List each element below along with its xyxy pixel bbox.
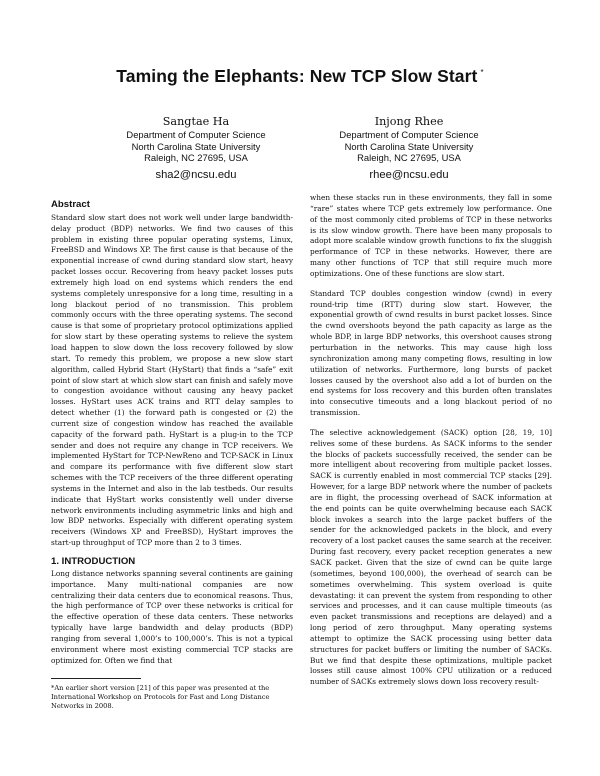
paper-title [0,66,600,87]
abstract-body: Standard slow start does not work well under large bandwidth-delay product (BDP) networks. We find two causes of this problem in existing three popular operating systems, Linux, FreeBSD and Windows XP. The first cause is that because of the exponential increase of cwnd during standard slow start, heavy packet losses occur. Recovering from heavy packet losses puts extremely high load on end systems which renders the end systems completely unresponsive for a long time, resulting in a long blackout period of no transmission. This problem commonly occurs with the three operating systems. The second cause is that some of proprietary protocol optimizations applied for slow start by these operating systems to relieve the system load happen to slow down the loss recovery followed by slow start. To remedy this problem, we propose a new slow start algorithm, called Hybrid Start (HyStart) that finds a “safe” exit point of slow start at which slow start can finish and safely move to congestion avoidance without causing any heavy packet losses. HyStart uses ACK trains and RTT delay samples to detect whether (1) the forward path is congested or (2) the current size of congestion window has reached the available capacity of the forward path. HyStart is a plug-in to the TCP sender and does not require any change in TCP receivers. We implemented HyStart for TCP-NewReno and TCP-SACK in Linux and compare its performance with five different slow start schemes with the TCP receivers of the three different operating systems in the Internet and also in the lab testbeds. Our results indicate that HyStart works consistently well under diverse network environments including asymmetric links and high and low BDP networks. Especially with different operating system receivers (Windows XP and FreeBSD), HyStart improves the start-up throughput of TCP more than 2 to 3 times. [51,212,293,548]
author-name: Sangtae Ha [162,115,230,128]
title-footnote-mark: * [480,68,484,77]
paragraph: when these stacks run in these environments, they fall in some “rare” states where TCP gets extremely low performance. One of the most commonly cited problems of TCP in these networks is its slow window growth. There have been many proposals to adopt more scalable window growth functions to fix the sluggish performance of TCP in these networks. However, there are many other functions of TCP that still require much more optimizations. One of these functions are slow start. [310,193,552,278]
paragraph: Standard TCP doubles congestion window (cwnd) in every round-trip time (RTT) during slow start. However, the exponential growth of cwnd results in burst packet losses. Since the cwnd overshoots beyond the path capacity as large as the whole BDP, in large BDP networks, this overshoot causes strong perturbation in the networks. This may cause high loss synchronization among many competing flows, resulting in low utilization of networks. Furthermore, long bursts of packet losses caused by the overshoot also add a lot of burden on the end systems for loss recovery and this burden often translates into consecutive timeouts and a long blackout period of no transmission. [310,288,552,418]
left-column [51,200,293,666]
author-name: Injong Rhee [374,115,444,128]
author-email: sha2@ncsu.edu [155,168,237,181]
author-city: Raleigh, NC 27695, USA [357,152,461,164]
author-block-2 [289,115,529,181]
introduction-body: Long distance networks spanning several continents are gaining importance. Many multi-national companies are now centralizing their data centers due to economical reasons. Thus, the high performance of TCP over these networks is critical for the effective operation of these data centers. These networks typically have large bandwidth and delay products (BDP) ranging from several 1,000’s to 100,000’s. This is not a typical environment where most existing commercial TCP stacks are optimized for. Often we find that [51,568,293,665]
author-university: North Carolina State University [131,140,261,152]
author-block-1 [76,115,316,181]
right-column [310,193,552,688]
author-email: rhee@ncsu.edu [369,168,449,181]
author-department: Department of Computer Science [339,129,479,140]
author-department: Department of Computer Science [126,129,266,140]
introduction-heading: 1. INTRODUCTION [51,556,136,567]
abstract-heading: Abstract [51,199,90,210]
footnote-text: *An earlier short version [21] of this paper was presented at the International Workshop on Protocols for Fast and Long Distance Networks in 2008. [51,684,270,711]
footnote [51,684,293,712]
title-text: Taming the Elephants: New TCP Slow Start [116,66,478,86]
author-university: North Carolina State University [344,140,474,152]
footnote-rule [51,678,141,679]
paragraph: The selective acknowledgement (SACK) option [28, 19, 10] relives some of these burdens. As SACK informs to the sender the blocks of packets successfully received, the sender can be more intelligent about recovering from multiple packet losses. SACK is currently enabled in most commercial TCP stacks [29]. However, for a large BDP network where the number of packets are in flight, the processing overhead of SACK information at the end points can be quite overwhelming because each SACK block invokes a search into the large packet buffers of the sender for the acknowledged packets in the block, and every recovery of a lost packet causes the same search at the receiver. During fast recovery, every packet reception generates a new SACK packet. Given that the size of cwnd can be quite large (sometimes, beyond 100,000), the overhead of search can be sometimes overwhelming. This system overload is quite devastating: it can prevent the system from responding to other services and processes, and it can cause multiple timeouts (as even packet transmissions and receptions are delayed) and a long period of zero throughput. Many operating systems attempt to optimize the SACK processing using better data structures for packet buffers or limiting the number of SACKs. But we find that despite these optimizations, multiple packet losses still cause almost 100% CPU utilization or a reduced number of SACKs extremely slows down loss recovery result- [310,427,552,687]
author-city: Raleigh, NC 27695, USA [144,152,248,164]
